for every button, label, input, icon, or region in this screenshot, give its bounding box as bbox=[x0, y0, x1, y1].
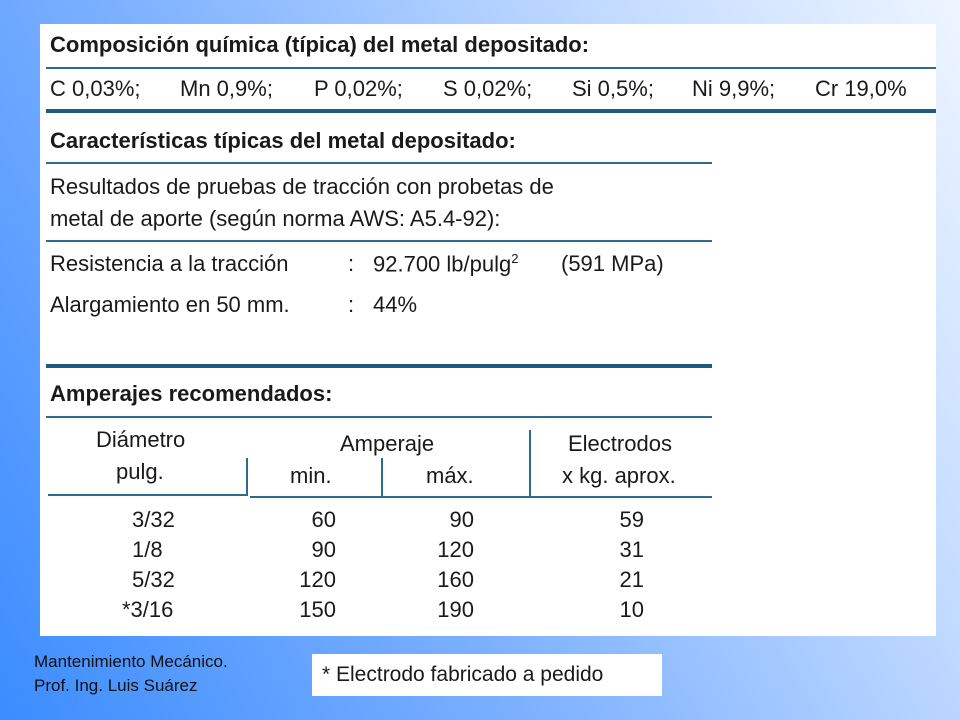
composition-bottom-rule bbox=[46, 109, 936, 113]
row-amperage-min: 60 bbox=[311, 507, 336, 532]
header-amperage-max: máx. bbox=[426, 463, 474, 488]
elongation-value: 44% bbox=[373, 292, 418, 317]
tensile-strength-mpa: (591 MPa) bbox=[561, 251, 664, 276]
elongation-separator: : bbox=[348, 292, 355, 317]
composition-chromium: Cr 19,0% bbox=[815, 76, 907, 101]
header-rule-diameter bbox=[48, 494, 246, 496]
elongation-label: Alargamiento en 50 mm. bbox=[50, 292, 290, 317]
characteristics-bottom-rule bbox=[46, 364, 712, 368]
row-amperage-max: 160 bbox=[437, 567, 474, 592]
amperage-title-rule bbox=[46, 416, 712, 418]
composition-carbon: C 0,03%; bbox=[50, 76, 141, 101]
header-divider-minmax bbox=[381, 458, 383, 496]
footer-course: Mantenimiento Mecánico. bbox=[34, 652, 228, 671]
tensile-strength-separator: : bbox=[348, 251, 355, 276]
row-diameter: 5/32 bbox=[132, 567, 175, 592]
header-diameter: Diámetro bbox=[96, 427, 186, 452]
row-amperage-max: 90 bbox=[449, 507, 474, 532]
header-amperage-min: min. bbox=[290, 463, 332, 488]
row-amperage-max: 190 bbox=[437, 597, 474, 622]
composition-silicon: Si 0,5%; bbox=[572, 76, 654, 101]
header-divider-diameter bbox=[246, 458, 248, 496]
header-rule-values bbox=[250, 496, 712, 498]
made-to-order-note: * Electrodo fabricado a pedido bbox=[312, 654, 662, 696]
row-amperage-min: 90 bbox=[311, 537, 336, 562]
tensile-strength-value: 92.700 lb/pulg$^2$ bbox=[373, 251, 519, 277]
tensile-strength-label: Resistencia a la tracción bbox=[50, 251, 289, 276]
row-electrodes: 10 bbox=[619, 597, 644, 622]
row-diameter: 1/8 bbox=[132, 537, 163, 562]
composition-manganese: Mn 0,9%; bbox=[180, 76, 273, 101]
footer-author: Prof. Ing. Luis Suárez bbox=[34, 676, 198, 695]
header-diameter-unit: pulg. bbox=[116, 459, 164, 484]
row-amperage-min: 120 bbox=[299, 567, 336, 592]
document-sheet bbox=[40, 24, 936, 636]
composition-nickel: Ni 9,9%; bbox=[692, 76, 776, 101]
row-diameter: 3/32 bbox=[132, 507, 175, 532]
characteristics-intro-line2: metal de aporte (según norma AWS: A5.4-92): bbox=[50, 206, 501, 231]
characteristics-intro-line1: Resultados de pruebas de tracción con probetas de bbox=[50, 174, 554, 199]
characteristics-title-rule bbox=[46, 162, 712, 164]
composition-title-rule bbox=[46, 67, 936, 69]
composition-sulfur: S 0,02%; bbox=[443, 76, 533, 101]
characteristics-title: Características típicas del metal depositado: bbox=[50, 128, 516, 153]
header-electrodes: Electrodos bbox=[568, 431, 672, 456]
row-amperage-min: 150 bbox=[299, 597, 336, 622]
row-diameter: *3/16 bbox=[122, 597, 174, 622]
row-electrodes: 31 bbox=[619, 537, 644, 562]
row-amperage-max: 120 bbox=[437, 537, 474, 562]
composition-phosphorus: P 0,02%; bbox=[314, 76, 403, 101]
header-divider-electrodes bbox=[529, 430, 531, 496]
row-electrodes: 59 bbox=[619, 507, 644, 532]
header-electrodes-unit: x kg. aprox. bbox=[562, 463, 676, 488]
row-electrodes: 21 bbox=[619, 567, 644, 592]
header-amperage: Amperaje bbox=[340, 431, 435, 456]
composition-title: Composición química (típica) del metal depositado: bbox=[50, 32, 590, 57]
characteristics-intro-rule bbox=[46, 240, 712, 242]
amperage-title: Amperajes recomendados: bbox=[50, 381, 333, 406]
